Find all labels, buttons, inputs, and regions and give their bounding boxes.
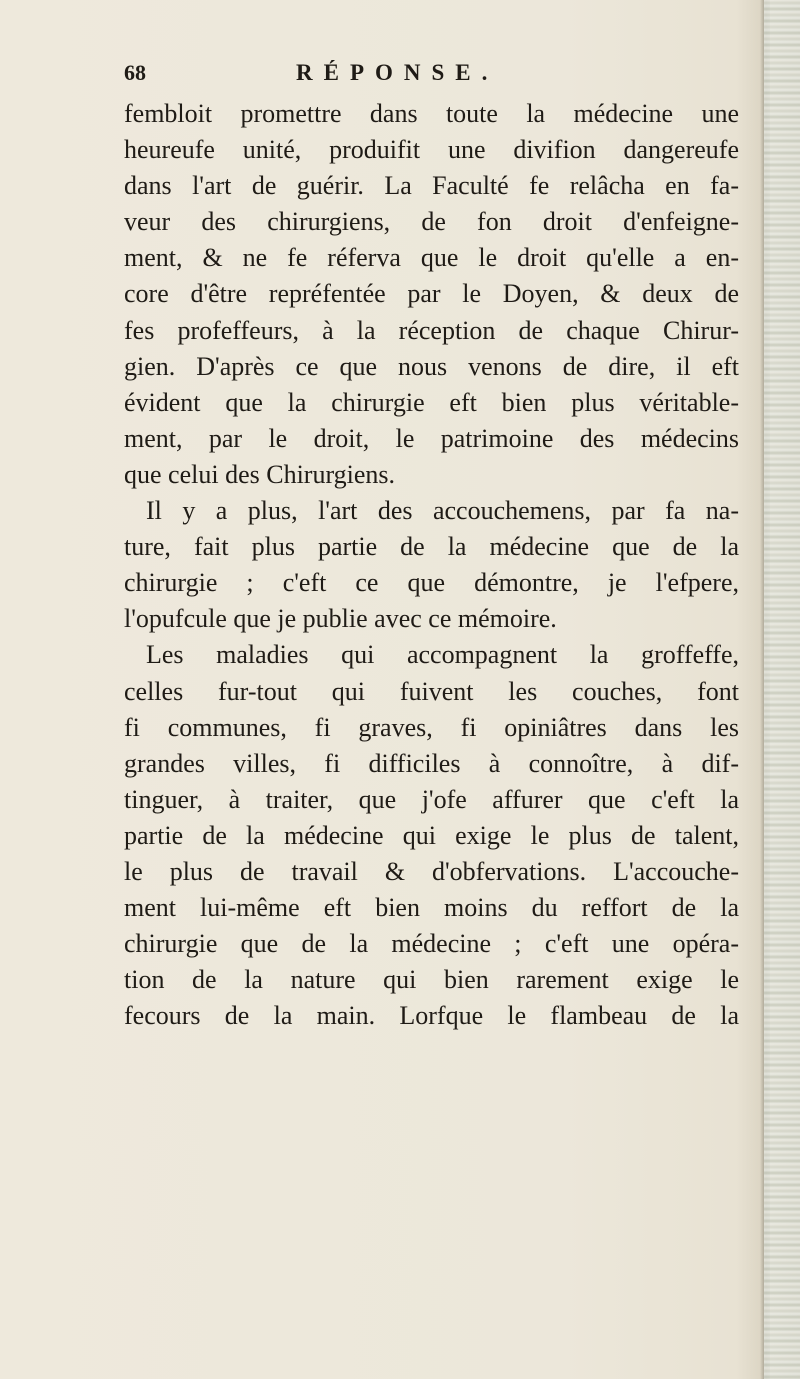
text-line: que celui des Chirurgiens. bbox=[124, 459, 396, 489]
text-line: chirurgie ; c'eft ce que démontre, je l'efpere, bbox=[124, 568, 739, 598]
text-line: tion de la nature qui bien rarement exige le bbox=[124, 965, 739, 995]
text-line: partie de la médecine qui exige le plus de talent, bbox=[124, 820, 739, 850]
page-number: 68 bbox=[124, 60, 146, 85]
text-line: tinguer, à traiter, que j'ofe affurer que c'eft la bbox=[124, 784, 739, 814]
text-line: ment, & ne fe réferva que le droit qu'elle a en- bbox=[124, 243, 739, 273]
text-line: fembloit promettre dans toute la médecine une bbox=[124, 99, 739, 128]
text-line: ment lui-même eft bien moins du reffort de la bbox=[124, 893, 739, 923]
text-line: celles fur-tout qui fuivent les couches, font bbox=[124, 676, 739, 706]
page-header bbox=[124, 60, 764, 90]
page-edge bbox=[764, 0, 800, 1379]
text-line: veur des chirurgiens, de fon droit d'enfeigne- bbox=[124, 207, 739, 237]
text-line: grandes villes, fi difficiles à connoître, à dif- bbox=[124, 748, 739, 778]
text-line: ture, fait plus partie de la médecine que de la bbox=[124, 532, 739, 562]
text-line: ment, par le droit, le patrimoine des médecins bbox=[124, 423, 739, 453]
text-line: le plus de travail & d'obfervations. L'accouche- bbox=[124, 856, 739, 886]
text-line: core d'être repréfentée par le Doyen, & deux de bbox=[124, 279, 739, 309]
text-line: fecours de la main. Lorfque le flambeau de la bbox=[124, 1001, 739, 1031]
text-line: l'opufcule que je publie avec ce mémoire. bbox=[124, 604, 557, 634]
text-line: fes profeffeurs, à la réception de chaque Chirur- bbox=[124, 315, 739, 345]
text-line: Les maladies qui accompagnent la groffeffe, bbox=[146, 640, 739, 670]
text-line: dans l'art de guérir. La Faculté fe relâcha en fa- bbox=[124, 171, 739, 201]
running-title: RÉPONSE. bbox=[296, 60, 499, 85]
text-line: Il y a plus, l'art des accouchemens, par fa na- bbox=[146, 496, 739, 526]
text-line: gien. D'après ce que nous venons de dire, il eft bbox=[124, 351, 739, 381]
text-line: heureufe unité, produifit une divifion dangereufe bbox=[124, 135, 739, 165]
body-text bbox=[124, 96, 739, 1034]
text-line: fi communes, fi graves, fi opiniâtres dans les bbox=[124, 712, 739, 742]
text-line: chirurgie que de la médecine ; c'eft une opéra- bbox=[124, 929, 739, 959]
text-line: évident que la chirurgie eft bien plus véritable- bbox=[124, 387, 739, 417]
